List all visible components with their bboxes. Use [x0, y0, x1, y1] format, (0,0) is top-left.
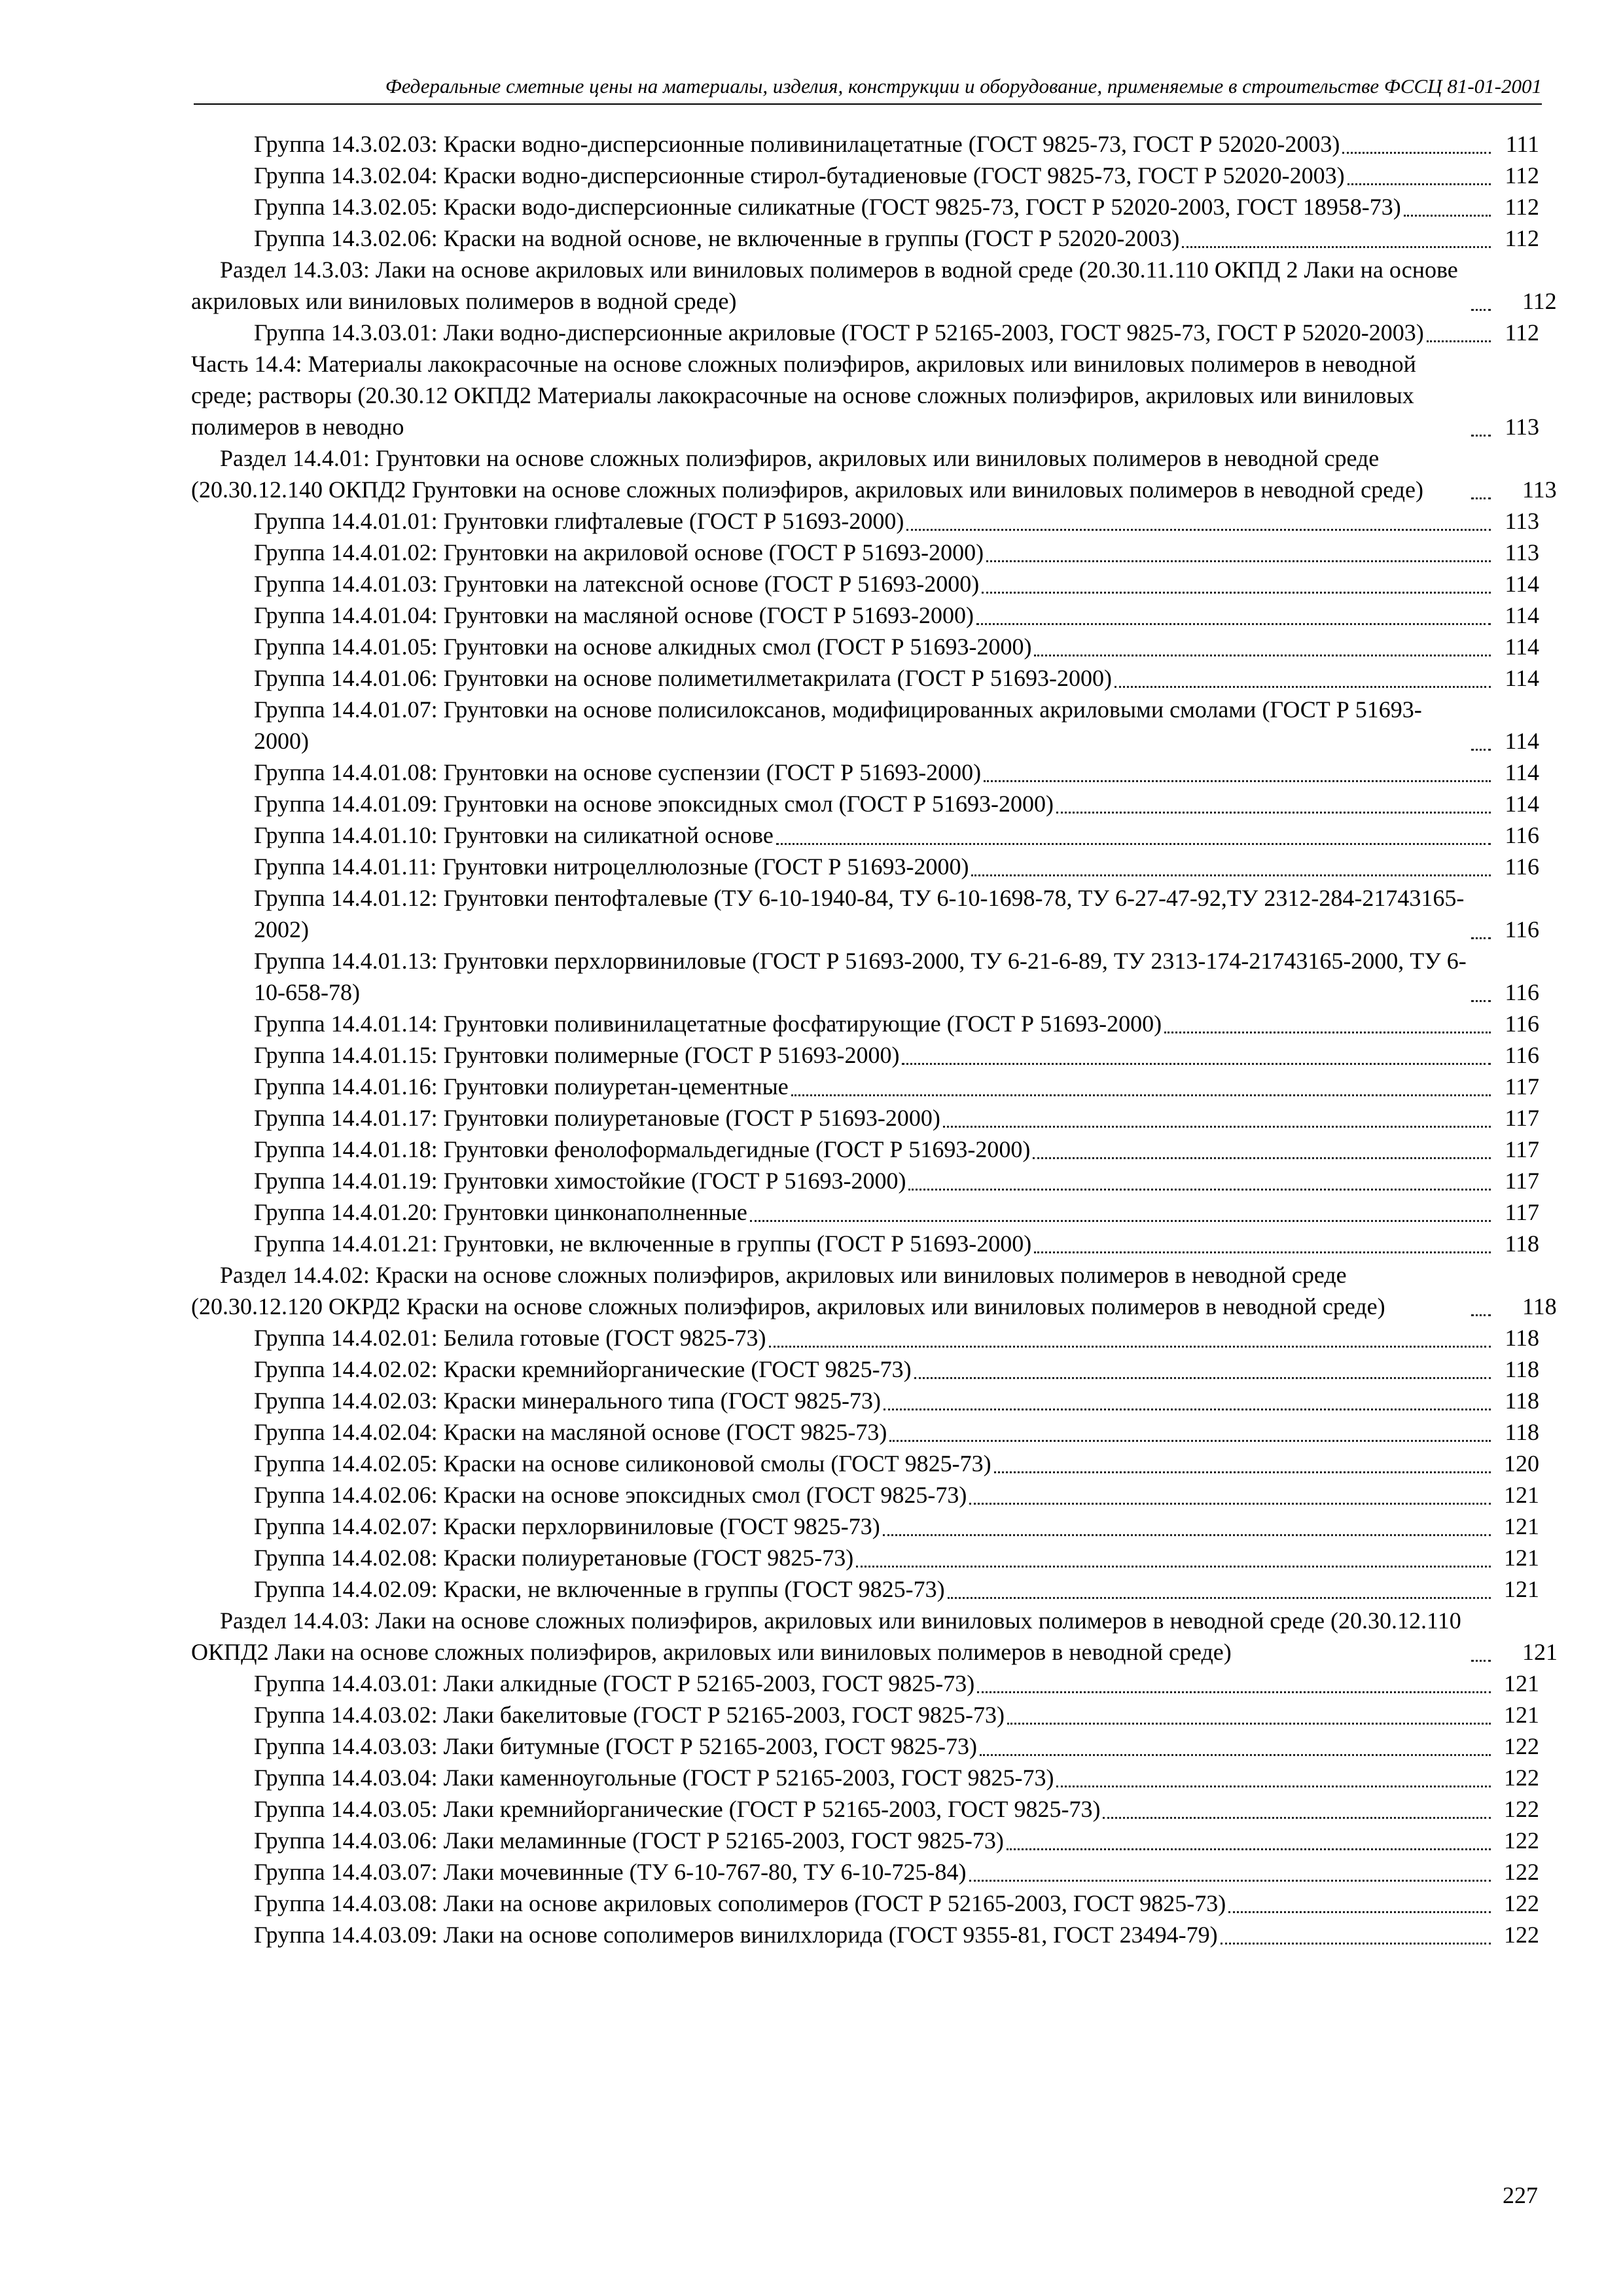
- toc-group[interactable]: [0, 1008, 1623, 1039]
- toc-group[interactable]: [0, 1354, 1623, 1385]
- dot-leader: [1471, 1308, 1491, 1316]
- toc-entry-title: Группа 14.4.03.08: Лаки на основе акриловых сополимеров (ГОСТ Р 52165-2003, ГОСТ 9825-73): [254, 1890, 1226, 1916]
- toc-entry-title: Группа 14.4.02.04: Краски на масляной основе (ГОСТ 9825-73): [254, 1419, 887, 1445]
- toc-entry-page: 122: [1504, 1733, 1539, 1759]
- toc-entry-title: Группа 14.4.01.13: Грунтовки перхлорвиниловые (ГОСТ Р 51693-2000, ТУ 6-21-6-89, ТУ 2313-174-21743165-2000, ТУ 6-10-658-78): [254, 948, 1467, 1005]
- toc-entry-page: 114: [1505, 665, 1539, 691]
- toc-group[interactable]: [0, 1762, 1623, 1793]
- toc-group[interactable]: [0, 537, 1623, 568]
- toc-entry-page: 116: [1505, 1042, 1539, 1068]
- dot-leader: [1007, 1842, 1491, 1850]
- toc-entry-title: Группа 14.4.02.07: Краски перхлорвиниловые (ГОСТ 9825-73): [254, 1513, 880, 1539]
- dot-leader: [750, 1213, 1491, 1222]
- dot-leader: [1115, 679, 1491, 688]
- dot-leader: [1164, 1025, 1491, 1033]
- toc-entry-title: Группа 14.3.02.04: Краски водно-дисперсионные стирол-бутадиеновые (ГОСТ 9825-73, ГОСТ Р 52020-2003): [254, 162, 1345, 188]
- toc-group[interactable]: [0, 1668, 1623, 1699]
- toc-entry-title: Часть 14.4: Материалы лакокрасочные на основе сложных полиэфиров, акриловых или виниловых полимеров в неводной среде; растворы (20.30.12 ОКПД2 Материалы лакокрасочные на основе сложных полиэфиров, акриловых или виниловых полимеров в неводно: [191, 351, 1416, 440]
- toc-entry-title: Группа 14.4.01.06: Грунтовки на основе полиметилметакрилата (ГОСТ Р 51693-2000): [254, 665, 1112, 691]
- toc-group[interactable]: [0, 851, 1623, 882]
- toc-entry-page: 114: [1505, 602, 1539, 628]
- toc-entry-page: 118: [1522, 1293, 1557, 1319]
- dot-leader: [1427, 334, 1491, 342]
- toc-entry-page: 114: [1505, 759, 1539, 785]
- toc-entry-page: 112: [1505, 162, 1539, 188]
- toc-group[interactable]: [0, 1479, 1623, 1511]
- toc-group[interactable]: [0, 1071, 1623, 1102]
- toc-entry-title: Раздел 14.4.01: Грунтовки на основе сложных полиэфиров, акриловых или виниловых полимеров в неводной среде (20.30.12.140 ОКПД2 Грунтовки на основе сложных полиэфиров, акриловых или виниловых полимеров в неводной среде): [191, 445, 1423, 503]
- toc-entry-page: 122: [1504, 1796, 1539, 1822]
- toc-group[interactable]: [0, 1919, 1623, 1950]
- toc-entry-title: Группа 14.4.01.19: Грунтовки химостойкие (ГОСТ Р 51693-2000): [254, 1168, 906, 1194]
- toc-entry-title: Раздел 14.4.03: Лаки на основе сложных полиэфиров, акриловых или виниловых полимеров в неводной среде (20.30.12.110 ОКПД2 Лаки на основе сложных полиэфиров, акриловых или виниловых полимеров в неводной среде): [191, 1607, 1461, 1665]
- toc-entry-page: 112: [1505, 194, 1539, 220]
- dot-leader: [1056, 805, 1491, 814]
- dot-leader: [969, 1873, 1491, 1882]
- toc-entry-page: 122: [1504, 1765, 1539, 1791]
- dot-leader: [769, 1339, 1491, 1348]
- toc-entry-page: 111: [1505, 131, 1539, 157]
- dot-leader: [1056, 1779, 1491, 1787]
- toc-group[interactable]: [0, 128, 1623, 160]
- toc-group[interactable]: [0, 1511, 1623, 1542]
- toc-entry-page: 117: [1505, 1105, 1539, 1131]
- toc-group[interactable]: [0, 1228, 1623, 1259]
- toc-entry-title: Раздел 14.3.03: Лаки на основе акриловых или виниловых полимеров в водной среде (20.30.11.110 ОКПД 2 Лаки на основе акриловых или виниловых полимеров в водной среде): [191, 257, 1458, 314]
- toc-entry-title: Группа 14.4.03.06: Лаки меламинные (ГОСТ Р 52165-2003, ГОСТ 9825-73): [254, 1827, 1004, 1854]
- toc-group[interactable]: [0, 1573, 1623, 1605]
- toc-entry-page: 121: [1504, 1576, 1539, 1602]
- toc-entry-title: Группа 14.4.01.04: Грунтовки на масляной основе (ГОСТ Р 51693-2000): [254, 602, 974, 628]
- dot-leader: [1228, 1905, 1491, 1913]
- dot-leader: [1182, 240, 1491, 248]
- toc-entry-title: Группа 14.3.03.01: Лаки водно-дисперсионные акриловые (ГОСТ Р 52165-2003, ГОСТ 9825-73, ГОСТ Р 52020-2003): [254, 319, 1424, 346]
- toc-group[interactable]: [0, 1888, 1623, 1919]
- toc-entry-title: Группа 14.4.03.04: Лаки каменноугольные (ГОСТ Р 52165-2003, ГОСТ 9825-73): [254, 1765, 1054, 1791]
- toc-section[interactable]: [0, 442, 1623, 505]
- toc-entry-page: 114: [1505, 634, 1539, 660]
- toc-group[interactable]: [0, 1165, 1623, 1196]
- toc-section[interactable]: [0, 254, 1623, 317]
- toc-entry-page: 116: [1505, 853, 1539, 880]
- toc-group[interactable]: [0, 1196, 1623, 1228]
- toc-entry-title: Группа 14.4.01.08: Грунтовки на основе суспензии (ГОСТ Р 51693-2000): [254, 759, 982, 785]
- toc-group[interactable]: [0, 1416, 1623, 1448]
- toc-entry-page: 116: [1505, 822, 1539, 848]
- toc-entry-page: 116: [1505, 1011, 1539, 1037]
- dot-leader: [776, 836, 1491, 845]
- dot-leader: [976, 617, 1491, 625]
- toc-group[interactable]: [0, 1039, 1623, 1071]
- toc-section[interactable]: [0, 1259, 1623, 1322]
- dot-leader: [889, 1433, 1491, 1442]
- toc-entry-page: 117: [1505, 1136, 1539, 1162]
- toc-entry-page: 113: [1505, 539, 1539, 565]
- toc-entry-page: 112: [1505, 319, 1539, 346]
- toc-entry-title: Группа 14.4.02.08: Краски полиуретановые (ГОСТ 9825-73): [254, 1545, 854, 1571]
- toc-group[interactable]: [0, 694, 1623, 757]
- toc-entry-page: 121: [1504, 1545, 1539, 1571]
- toc-entry-page: 113: [1505, 414, 1539, 440]
- toc-entry-page: 118: [1505, 1419, 1539, 1445]
- toc-entry-page: 114: [1505, 728, 1539, 754]
- toc-entry-page: 113: [1522, 476, 1557, 503]
- toc-group[interactable]: [0, 160, 1623, 191]
- toc-group[interactable]: [0, 631, 1623, 662]
- toc-group[interactable]: [0, 1448, 1623, 1479]
- toc-group[interactable]: [0, 662, 1623, 694]
- dot-leader: [1471, 428, 1491, 437]
- dot-leader: [1471, 1653, 1491, 1662]
- dot-leader: [1471, 491, 1491, 499]
- dot-leader: [1034, 1245, 1491, 1253]
- toc-entry-title: Группа 14.4.02.05: Краски на основе силиконовой смолы (ГОСТ 9825-73): [254, 1450, 991, 1477]
- dot-leader: [1471, 994, 1491, 1002]
- toc-entry-title: Группа 14.4.01.14: Грунтовки поливинилацетатные фосфатирующие (ГОСТ Р 51693-2000): [254, 1011, 1162, 1037]
- toc-entry-page: 112: [1505, 225, 1539, 251]
- toc-group[interactable]: [0, 882, 1623, 945]
- toc-group[interactable]: [0, 1856, 1623, 1888]
- toc-entry-page: 121: [1522, 1639, 1558, 1665]
- toc-group[interactable]: [0, 568, 1623, 600]
- toc-entry-title: Раздел 14.4.02: Краски на основе сложных полиэфиров, акриловых или виниловых полимеров в неводной среде (20.30.12.120 ОКРД2 Краски на основе сложных полиэфиров, акриловых или виниловых полимеров в неводной среде): [191, 1262, 1385, 1319]
- toc-entry-title: Группа 14.4.01.07: Грунтовки на основе полисилоксанов, модифицированных акриловыми смолами (ГОСТ Р 51693-2000): [254, 696, 1422, 754]
- toc-entry-page: 122: [1504, 1827, 1539, 1854]
- toc-group[interactable]: [0, 788, 1623, 819]
- toc-entry-title: Группа 14.4.01.21: Грунтовки, не включенные в группы (ГОСТ Р 51693-2000): [254, 1230, 1032, 1257]
- toc-entry-title: Группа 14.4.01.02: Грунтовки на акриловой основе (ГОСТ Р 51693-2000): [254, 539, 984, 565]
- running-header: Федеральные сметные цены на материалы, изделия, конструкции и оборудование, применяемые в строительстве ФССЦ 81-01-2001: [194, 73, 1542, 105]
- toc-entry-page: 118: [1505, 1325, 1539, 1351]
- dot-leader: [1471, 931, 1491, 939]
- toc-entry-title: Группа 14.3.02.03: Краски водно-дисперсионные поливинилацетатные (ГОСТ 9825-73, ГОСТ Р 52020-2003): [254, 131, 1340, 157]
- dot-leader: [971, 868, 1491, 876]
- toc-entry-title: Группа 14.4.02.02: Краски кремнийорганические (ГОСТ 9825-73): [254, 1356, 912, 1382]
- toc-group[interactable]: [0, 223, 1623, 254]
- dot-leader: [948, 1590, 1491, 1599]
- toc-entry-page: 114: [1505, 571, 1539, 597]
- dot-leader: [1034, 648, 1491, 656]
- toc-group[interactable]: [0, 1699, 1623, 1731]
- dot-leader: [1404, 208, 1491, 217]
- toc-entry-title: Группа 14.4.01.09: Грунтовки на основе эпоксидных смол (ГОСТ Р 51693-2000): [254, 791, 1054, 817]
- toc-entry-title: Группа 14.4.03.05: Лаки кремнийорганические (ГОСТ Р 52165-2003, ГОСТ 9825-73): [254, 1796, 1101, 1822]
- toc-group[interactable]: [0, 191, 1623, 223]
- toc-entry-title: Группа 14.4.01.03: Грунтовки на латексной основе (ГОСТ Р 51693-2000): [254, 571, 980, 597]
- dot-leader: [980, 1748, 1491, 1756]
- toc-entry-title: Группа 14.4.01.20: Грунтовки цинконаполненные: [254, 1199, 747, 1225]
- toc-entry-page: 117: [1505, 1199, 1539, 1225]
- toc-entry-title: Группа 14.4.02.06: Краски на основе эпоксидных смол (ГОСТ 9825-73): [254, 1482, 967, 1508]
- dot-leader: [902, 1056, 1491, 1065]
- toc-entry-page: 120: [1504, 1450, 1539, 1477]
- toc-entry-title: Группа 14.3.02.05: Краски водо-дисперсионные силикатные (ГОСТ 9825-73, ГОСТ Р 52020-2003, ГОСТ 18958-73): [254, 194, 1401, 220]
- toc-entry-page: 117: [1505, 1168, 1539, 1194]
- toc-section[interactable]: [0, 1605, 1623, 1668]
- toc-entry-title: Группа 14.4.03.09: Лаки на основе сополимеров винилхлорида (ГОСТ 9355-81, ГОСТ 23494-79): [254, 1922, 1218, 1948]
- toc-entry-title: Группа 14.4.01.05: Грунтовки на основе алкидных смол (ГОСТ Р 51693-2000): [254, 634, 1032, 660]
- dot-leader: [1342, 145, 1491, 154]
- dot-leader: [984, 774, 1491, 782]
- toc-entry-title: Группа 14.4.02.03: Краски минерального типа (ГОСТ 9825-73): [254, 1388, 881, 1414]
- toc-entry-title: Группа 14.4.03.07: Лаки мочевинные (ТУ 6-10-767-80, ТУ 6-10-725-84): [254, 1859, 967, 1885]
- dot-leader: [1221, 1936, 1491, 1945]
- toc-entry-title: Группа 14.4.01.16: Грунтовки полиуретан-цементные: [254, 1073, 789, 1100]
- toc-group[interactable]: [0, 1793, 1623, 1825]
- toc-entry-title: Группа 14.3.02.06: Краски на водной основе, не включенные в группы (ГОСТ Р 52020-2003): [254, 225, 1180, 251]
- toc-entry-title: Группа 14.4.03.02: Лаки бакелитовые (ГОСТ Р 52165-2003, ГОСТ 9825-73): [254, 1702, 1005, 1728]
- toc-entry-title: Группа 14.4.01.10: Грунтовки на силикатной основе: [254, 822, 774, 848]
- toc-entry-page: 121: [1504, 1513, 1539, 1539]
- toc-entry-page: 118: [1505, 1356, 1539, 1382]
- toc-part[interactable]: [0, 348, 1623, 442]
- dot-leader: [883, 1528, 1491, 1536]
- dot-leader: [1471, 302, 1491, 311]
- toc-entry-title: Группа 14.4.01.17: Грунтовки полиуретановые (ГОСТ Р 51693-2000): [254, 1105, 940, 1131]
- page-number: 227: [1503, 2182, 1538, 2208]
- dot-leader: [914, 1371, 1491, 1379]
- dot-leader: [1103, 1810, 1491, 1819]
- toc-entry-page: 117: [1505, 1073, 1539, 1100]
- toc-group[interactable]: [0, 1102, 1623, 1134]
- toc-entry-title: Группа 14.4.01.11: Грунтовки нитроцеллюлозные (ГОСТ Р 51693-2000): [254, 853, 969, 880]
- toc-entry-page: 122: [1504, 1859, 1539, 1885]
- toc-group[interactable]: [0, 1731, 1623, 1762]
- toc-entry-page: 122: [1504, 1922, 1539, 1948]
- toc-entry-page: 121: [1504, 1670, 1539, 1696]
- toc-entry-page: 121: [1504, 1702, 1539, 1728]
- toc-entry-title: Группа 14.4.02.09: Краски, не включенные в группы (ГОСТ 9825-73): [254, 1576, 945, 1602]
- dot-leader: [994, 1465, 1491, 1473]
- toc-group[interactable]: [0, 505, 1623, 537]
- toc-entry-page: 118: [1505, 1230, 1539, 1257]
- dot-leader: [943, 1119, 1491, 1128]
- dot-leader: [986, 554, 1491, 562]
- toc-group[interactable]: [0, 600, 1623, 631]
- toc-entry-title: Группа 14.4.01.12: Грунтовки пентофталевые (ТУ 6-10-1940-84, ТУ 6-10-1698-78, ТУ 6-27-47-92,ТУ 2312-284-21743165-2002): [254, 885, 1465, 942]
- toc-group[interactable]: [0, 317, 1623, 348]
- dot-leader: [791, 1088, 1491, 1096]
- toc-group[interactable]: [0, 819, 1623, 851]
- toc-entry-page: 113: [1505, 508, 1539, 534]
- toc-entry-page: 121: [1504, 1482, 1539, 1508]
- dot-leader: [982, 585, 1491, 594]
- toc-group[interactable]: [0, 945, 1623, 1008]
- toc-entry-page: 114: [1505, 791, 1539, 817]
- toc-entry-title: Группа 14.4.02.01: Белила готовые (ГОСТ 9825-73): [254, 1325, 766, 1351]
- table-of-contents: [0, 128, 1623, 1950]
- toc-group[interactable]: [0, 1542, 1623, 1573]
- toc-entry-title: Группа 14.4.01.15: Грунтовки полимерные (ГОСТ Р 51693-2000): [254, 1042, 900, 1068]
- dot-leader: [977, 1685, 1491, 1693]
- toc-group[interactable]: [0, 1134, 1623, 1165]
- dot-leader: [969, 1496, 1491, 1505]
- dot-leader: [908, 1182, 1491, 1191]
- toc-group[interactable]: [0, 1825, 1623, 1856]
- toc-group[interactable]: [0, 1385, 1623, 1416]
- dot-leader: [1033, 1151, 1491, 1159]
- toc-entry-page: 122: [1504, 1890, 1539, 1916]
- dot-leader: [906, 522, 1491, 531]
- dot-leader: [856, 1559, 1491, 1568]
- dot-leader: [883, 1402, 1491, 1410]
- toc-entry-title: Группа 14.4.01.01: Грунтовки глифталевые (ГОСТ Р 51693-2000): [254, 508, 904, 534]
- toc-group[interactable]: [0, 1322, 1623, 1354]
- toc-group[interactable]: [0, 757, 1623, 788]
- toc-entry-page: 118: [1505, 1388, 1539, 1414]
- dot-leader: [1471, 742, 1491, 751]
- toc-entry-page: 116: [1505, 979, 1539, 1005]
- toc-entry-page: 116: [1505, 916, 1539, 942]
- toc-entry-title: Группа 14.4.01.18: Грунтовки фенолоформальдегидные (ГОСТ Р 51693-2000): [254, 1136, 1031, 1162]
- toc-entry-title: Группа 14.4.03.01: Лаки алкидные (ГОСТ Р 52165-2003, ГОСТ 9825-73): [254, 1670, 975, 1696]
- dot-leader: [1007, 1716, 1491, 1725]
- dot-leader: [1347, 177, 1491, 185]
- toc-entry-page: 112: [1522, 288, 1557, 314]
- toc-entry-title: Группа 14.4.03.03: Лаки битумные (ГОСТ Р 52165-2003, ГОСТ 9825-73): [254, 1733, 977, 1759]
